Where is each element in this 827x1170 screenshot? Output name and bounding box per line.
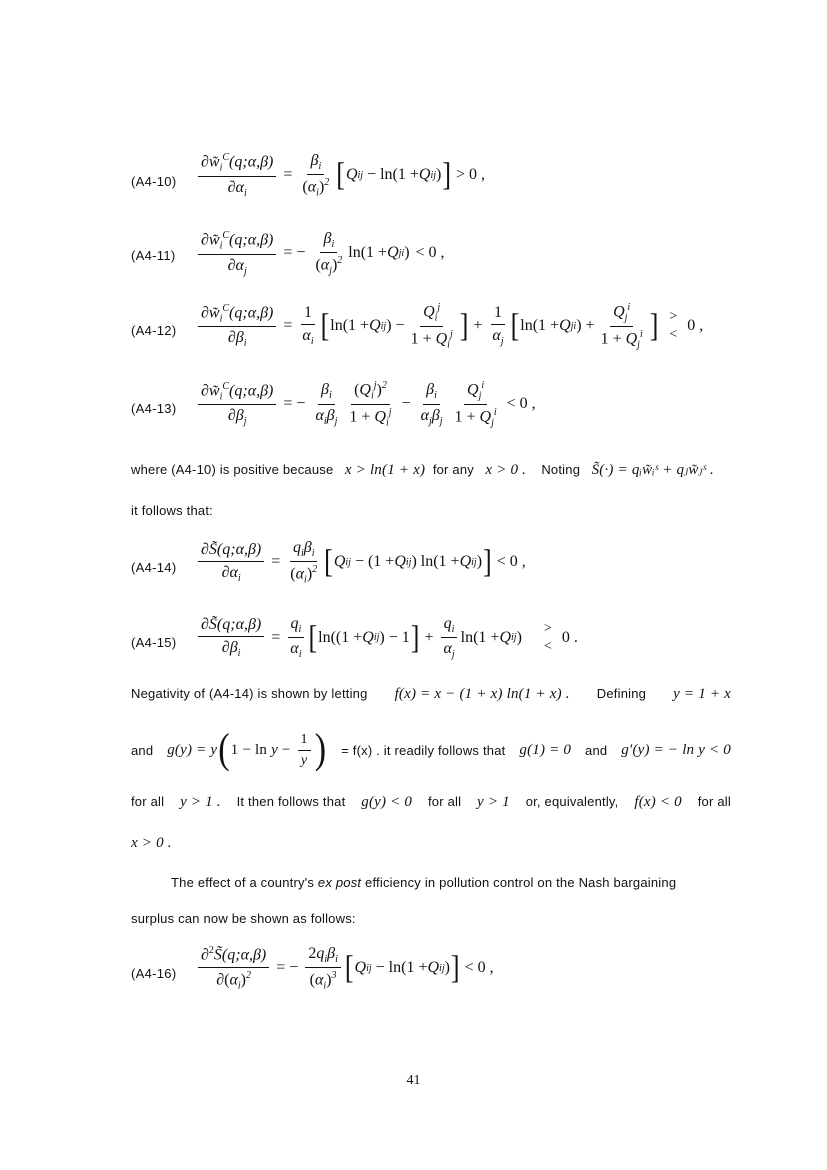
relation: < 0 , — [464, 959, 494, 977]
equation-a4-10: $\frac{\partial w̃_i^C(q;\alpha,\beta)}{\partial\alpha_i}$ = $\frac{\beta_i}{(\alpha_i)^2}$ [ Q i j − ln(1 + Q i j ) ] > 0 , — [195, 152, 485, 199]
relation-bottom: < — [669, 327, 678, 343]
relation: < 0 , — [415, 244, 445, 262]
relation-bottom: < — [543, 638, 552, 654]
text-g-definition: and g(y) = y ( 1 − ln y − $\frac{1}{y}$ ) = f(x) . it readily follows that g(1) = 0 and g′(y) = − ln y < 0 — [131, 726, 731, 773]
relation-top: > — [543, 620, 552, 636]
equation-label: (A4-15) — [131, 635, 177, 650]
equation-a4-14: $\frac{\partial S̃(q;\alpha,\beta)}{\partial\alpha_i}$ = $\frac{q_i\beta_i}{(\alpha_i)^2}$ [ Q i j − (1 + Q i j ) ln(1 + Q i j ) ] < 0 , — [195, 539, 526, 586]
relation-rhs: 0 , — [687, 317, 704, 335]
equation-a4-15: $\frac{\partial S̃(q;\alpha,\beta)}{\partial\beta_i}$ = $\frac{q_i}{\alpha_i}$ [ ln((1 + Q i j ) − 1 ] + $\frac{q_i}{\alpha_j}$ ln(1 + Q i j ) > < 0 . — [195, 615, 578, 660]
text-where: where (A4-10) is positive because x > ln(1 + x) for any x > 0 . Noting S̃(·) = qᵢw̃ᵢˢ + qⱼw̃ⱼˢ . — [131, 462, 714, 478]
text-x-final: x > 0 . — [131, 835, 172, 851]
equation-a4-11: $\frac{\partial w̃_i^C(q;\alpha,\beta)}{\partial\alpha_j}$ = − $\frac{\beta_i}{(\alpha_j)^2}$ ln(1 + Q j i ) < 0 , — [195, 230, 445, 277]
equation-label: (A4-16) — [131, 966, 177, 981]
equation-label: (A4-12) — [131, 323, 177, 338]
paragraph-effect-line2: surplus can now be shown as follows: — [131, 911, 356, 926]
relation: < 0 , — [496, 553, 526, 571]
relation: < 0 , — [506, 395, 536, 413]
g-tail: = f(x) . it readily follows that — [341, 742, 506, 758]
text-for-all: for all y > 1 . It then follows that g(y) < 0 for all y > 1 or, equivalently, f(x) < 0 for all — [131, 794, 731, 810]
equation-label: (A4-14) — [131, 560, 177, 575]
relation: > 0 , — [456, 166, 486, 184]
paragraph-effect: The effect of a country's ex post efficiency in pollution control on the Nash bargaining — [171, 875, 677, 890]
equation-label: (A4-13) — [131, 401, 177, 416]
relation-top: > — [669, 309, 678, 325]
relation-rhs: 0 . — [561, 628, 578, 646]
equation-a4-16: $\frac{\partial^2S̃(q;\alpha,\beta)}{\partial(\alpha_i)^2}$ = − $\frac{2q_i\beta_i}{(\alpha_i)^3}$ [ Q i j − ln(1 + Q i j ) ] < 0 , — [195, 945, 494, 992]
equation-label: (A4-10) — [131, 174, 177, 189]
text-it-follows: it follows that: — [131, 503, 213, 518]
page-number: 41 — [406, 1073, 421, 1088]
equation-a4-12: $\frac{\partial w̃_i^C(q;\alpha,\beta)}{\partial\beta_i}$ = $\frac{1}{\alpha_i}$ [ ln(1 + Q i j ) − $\frac{Q_i^j}{1 + Q_i^j}$ ] + $\frac{1}{\alpha_j}$ [ ln(1 + Q j i ) + $\frac{Q_j^i}{1 + Q_j^i}$ ] > < 0 , — [195, 302, 703, 350]
g-definition-math: g(y) = y ( 1 − ln y − $\frac{1}{y}$ ) — [167, 726, 327, 773]
equation-a4-13: $\frac{\partial w̃_i^C(q;\alpha,\beta)}{\partial\beta_j}$ = − $\frac{\beta_i}{\alpha_i\beta_j}$ $\frac{(Q_i^j)^2}{1 + Q_i^j}$ − $\frac{\beta_i}{\alpha_j\beta_j}$ $\frac{Q_j^i}{1 + Q_j^i}$ < 0 , — [195, 380, 536, 428]
text-negativity: Negativity of (A4-14) is shown by letting f(x) = x − (1 + x) ln(1 + x) . Defining y = 1 + x — [131, 686, 731, 702]
equation-label: (A4-11) — [131, 248, 176, 263]
